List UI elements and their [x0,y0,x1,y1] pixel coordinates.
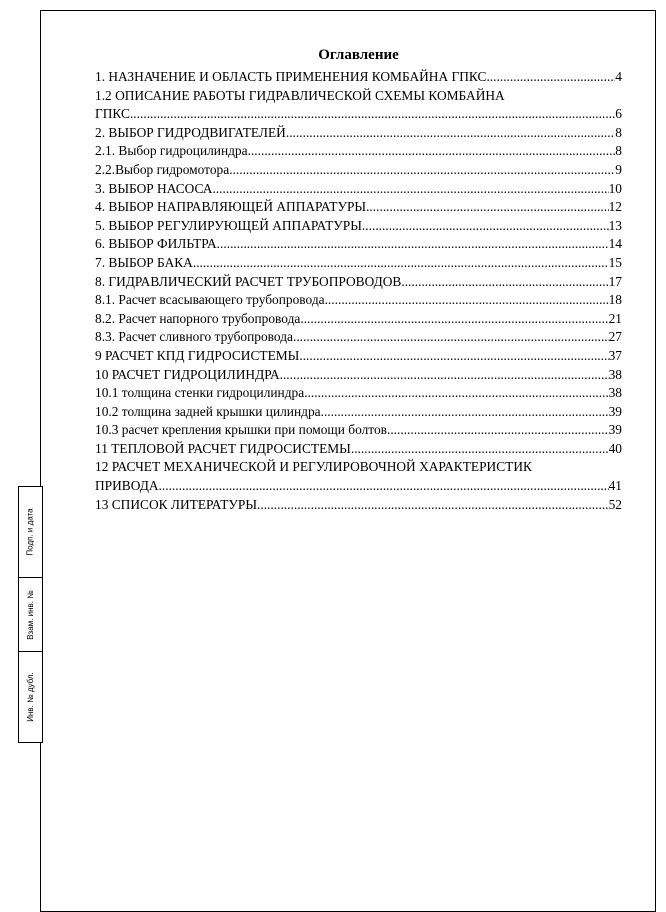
toc-entry-text: 12 РАСЧЕТ МЕХАНИЧЕСКОЙ И РЕГУЛИРОВОЧНОЙ ХАРАКТЕРИСТИК [95,459,532,475]
toc-entry-text: 8.3. Расчет сливного трубопровода [95,329,293,345]
toc-entry[interactable] [95,477,622,496]
toc-entry-text: 3. ВЫБОР НАСОСА [95,180,213,196]
toc-entry[interactable] [95,198,622,217]
toc-entry-text: 4. ВЫБОР НАПРАВЛЯЮЩЕЙ АППАРАТУРЫ [95,199,367,215]
toc-entry[interactable] [95,347,622,366]
toc-entry-text: 10 РАСЧЕТ ГИДРОЦИЛИНДРА [95,366,280,382]
toc-dot-leader [130,105,615,124]
toc-dot-leader [229,161,615,180]
toc-entry-text: 6. ВЫБОР ФИЛЬТРА [95,236,217,252]
toc-dot-leader [304,384,608,403]
toc-dot-leader [248,142,616,161]
toc-page-number: 15 [608,254,622,270]
toc-entry-text: 9 РАСЧЕТ КПД ГИДРОСИСТЕМЫ [95,347,300,363]
document-content [95,46,622,514]
toc-dot-leader [286,124,615,143]
toc-dot-leader [280,366,609,385]
toc-page-number: 6 [615,106,622,122]
toc-entry-text: 2. ВЫБОР ГИДРОДВИГАТЕЛЕЙ [95,124,286,140]
toc-dot-leader [217,235,609,254]
toc-entry[interactable] [95,291,622,310]
toc-entry-text: 10.1 толщина стенки гидроцилиндра [95,385,305,401]
toc-page-number: 52 [608,496,622,512]
toc-entry-text: ПРИВОДА [95,478,159,494]
toc-entry[interactable] [95,142,622,161]
toc-dot-leader [362,217,609,236]
toc-entry-text: 8.2. Расчет напорного трубопровода [95,310,301,326]
toc-entry[interactable] [95,328,622,347]
toc-page-number: 18 [608,292,622,308]
stamp-box-inv-dubl [18,651,43,743]
toc-entry-text: 1. НАЗНАЧЕНИЕ И ОБЛАСТЬ ПРИМЕНЕНИЯ КОМБАЙНА ГПКС [95,69,487,84]
toc-page-number: 27 [608,329,622,345]
toc-entry[interactable] [95,105,622,124]
toc-page-number: 37 [608,347,622,363]
toc-page-number: 38 [608,366,622,382]
stamp-box-vzam-inv [18,577,43,652]
toc-entry[interactable] [95,496,622,515]
toc-dot-leader [257,496,609,515]
toc-page-number: 8 [615,143,622,159]
toc-entry[interactable] [95,366,622,385]
toc-entry[interactable] [95,440,622,459]
toc-dot-leader [486,68,615,87]
toc-entry[interactable] [95,273,622,292]
toc-dot-leader [299,347,608,366]
toc-entry-text: 5. ВЫБОР РЕГУЛИРУЮЩЕЙ АППАРАТУРЫ [95,217,362,233]
toc-page-number: 17 [608,273,622,289]
toc-dot-leader [321,403,609,422]
toc-dot-leader [387,421,609,440]
toc-entry[interactable] [95,68,622,87]
stamp-label-podp-i-data: Подп. и дата [25,508,35,556]
toc-entry[interactable] [95,87,622,106]
toc-page-number: 39 [608,403,622,419]
toc-entry-text: 8. ГИДРАВЛИЧЕСКИЙ РАСЧЕТ ТРУБОПРОВОДОВ [95,273,402,289]
toc-dot-leader [401,273,608,292]
toc-page-number: 12 [608,199,622,215]
toc-entry-text: 10.3 расчет крепления крышки при помощи болтов [95,422,387,438]
toc-page-number: 38 [608,385,622,401]
toc-entry-text: 10.2 толщина задней крышки цилиндра [95,403,321,419]
toc-entry-text: 7. ВЫБОР БАКА [95,254,193,270]
toc-dot-leader [351,440,609,459]
stamp-label-vzam-inv: Взам. инв. № [25,589,35,640]
toc-dot-leader [325,291,609,310]
toc-entry[interactable] [95,124,622,143]
toc-page-number: 40 [608,440,622,456]
toc-dot-leader [366,198,609,217]
toc-page-number: 39 [608,422,622,438]
toc-entry-text: 2.1. Выбор гидроцилиндра [95,143,248,159]
toc-entry[interactable] [95,310,622,329]
toc-entry[interactable] [95,161,622,180]
toc-entry-text: ГПКС [95,106,130,122]
toc-entry-text: 2.2.Выбор гидромотора [95,161,230,177]
toc-entry[interactable] [95,235,622,254]
toc-dot-leader [159,477,609,496]
toc-page-number: 14 [608,236,622,252]
toc-page-number: 9 [615,161,622,177]
toc-page-number: 41 [608,478,622,494]
toc-entry[interactable] [95,421,622,440]
page-title: Оглавление [318,47,399,63]
toc-dot-leader [293,328,609,347]
toc-entry[interactable] [95,180,622,199]
toc-entry[interactable] [95,217,622,236]
toc-entry-text: 13 СПИСОК ЛИТЕРАТУРЫ [95,496,258,512]
toc-list [95,68,622,514]
toc-dot-leader [193,254,609,273]
toc-page-number: 4 [615,69,622,84]
stamp-column [18,487,41,743]
toc-page-number: 21 [608,310,622,326]
toc-dot-leader [300,310,608,329]
toc-dot-leader [212,180,608,199]
toc-entry-text: 1.2 ОПИСАНИЕ РАБОТЫ ГИДРАВЛИЧЕСКОЙ СХЕМЫ КОМБАЙНА [95,87,505,103]
toc-entry-text: 8.1. Расчет всасывающего трубопровода [95,292,325,308]
toc-entry[interactable] [95,458,622,477]
stamp-box-podp-i-data [18,486,43,578]
toc-page-number: 10 [608,180,622,196]
toc-page-number: 8 [615,124,622,140]
toc-entry-text: 11 ТЕПЛОВОЙ РАСЧЕТ ГИДРОСИСТЕМЫ [95,440,351,456]
toc-page-number: 13 [608,217,622,233]
toc-entry[interactable] [95,403,622,422]
stamp-label-inv-dubl: Инв. № дубл. [25,672,35,722]
toc-entry[interactable] [95,384,622,403]
toc-entry[interactable] [95,254,622,273]
